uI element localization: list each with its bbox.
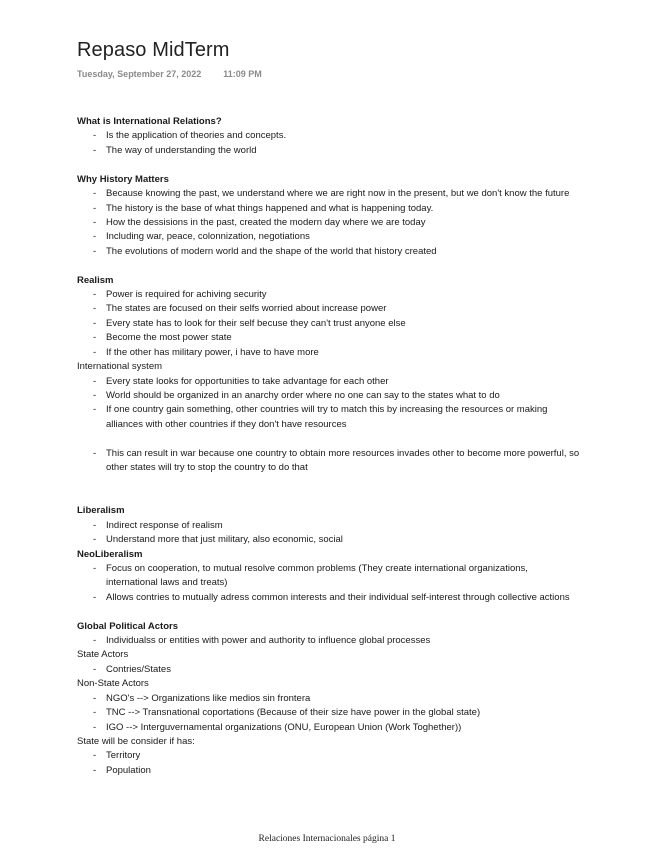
- list-item: - If one country gain something, other countries will try to match this by increasing the resources or making alliances with other countries if they don't have resources: [77, 403, 582, 432]
- section-international-relations: [77, 115, 582, 158]
- group-label: State Actors: [77, 649, 129, 661]
- section-heading: Liberalism: [77, 505, 125, 517]
- list-item: - TNC --> Transnational coportations (Because of their size have power in the global state): [77, 706, 582, 720]
- note-content: [77, 115, 582, 778]
- section-heading: What is International Relations?: [77, 116, 222, 127]
- list-item: - The evolutions of modern world and the shape of the world that history created: [77, 245, 582, 259]
- list-item: - The states are focused on their selfs worried about increase power: [77, 302, 582, 316]
- meta-time: 11:09 PM: [223, 69, 262, 79]
- list-item: - Indirect response of realism: [77, 519, 582, 533]
- list-item: - The way of understanding the world: [77, 144, 582, 158]
- bullet-list: [77, 663, 582, 677]
- bullet-list: [77, 562, 582, 605]
- list-item: - Understand more that just military, also economic, social: [77, 533, 582, 547]
- list-item: - Become the most power state: [77, 331, 582, 345]
- list-item: - Focus on cooperation, to mutual resolve common problems (They create international organizations, international laws and treats): [77, 562, 582, 591]
- list-item: - Every state looks for opportunities to take advantage for each other: [77, 375, 582, 389]
- list-item: - The history is the base of what things happened and what is happening today.: [77, 202, 582, 216]
- page-footer: Relaciones Internacionales página 1: [258, 834, 396, 844]
- meta-date: Tuesday, September 27, 2022: [77, 69, 202, 79]
- list-item: - Including war, peace, colonnization, negotiations: [77, 230, 582, 244]
- list-item: - How the dessisions in the past, created the modern day where we are today: [77, 216, 582, 230]
- list-item: - Allows contries to mutually adress common interests and their individual self-interest through collective actions: [77, 591, 582, 605]
- list-item: - Because knowing the past, we understand where we are right now in the present, but we don't know the future: [77, 187, 582, 201]
- list-item: - Every state has to look for their self becuse they can't trust anyone else: [77, 317, 582, 331]
- list-item: - Individualss or entities with power and authority to influence global processes: [77, 634, 582, 648]
- bullet-list: [77, 288, 582, 360]
- subsection-heading: NeoLiberalism: [77, 548, 143, 560]
- group-label: State will be consider if has:: [77, 735, 195, 747]
- bullet-list: [77, 375, 582, 476]
- page-title: Repaso MidTerm: [77, 39, 230, 61]
- subsection-label: International system: [77, 361, 163, 373]
- bullet-list: [77, 634, 582, 648]
- list-item: - IGO --> Interguvernamental organizations (ONU, European Union (Work Toghether)): [77, 721, 582, 735]
- section-heading: Realism: [77, 274, 114, 286]
- list-item: - Power is required for achiving security: [77, 288, 582, 302]
- list-item: - Is the application of theories and concepts.: [77, 129, 582, 143]
- section-history-matters: [77, 173, 582, 259]
- section-heading: Global Political Actors: [77, 620, 179, 632]
- bullet-list: [77, 519, 582, 548]
- list-item: - World should be organized in an anarchy order where no one can say to the states what to do: [77, 389, 582, 403]
- list-item: - If the other has military power, i have to have more: [77, 346, 582, 360]
- bullet-list: [77, 749, 582, 778]
- list-item: - This can result in war because one country to obtain more resources invades other to become more powerful, so other states will try to stop the country to do that: [77, 447, 582, 476]
- section-heading: Why History Matters: [77, 173, 169, 185]
- list-item: - Population: [77, 764, 582, 778]
- bullet-list: [77, 129, 582, 158]
- group-label: Non-State Actors: [77, 678, 149, 690]
- list-item: - Territory: [77, 749, 582, 763]
- list-item: - NGO's --> Organizations like medios sin frontera: [77, 692, 582, 706]
- section-realism: [77, 274, 582, 476]
- section-liberalism: [77, 504, 582, 605]
- section-global-political-actors: [77, 620, 582, 778]
- page-meta: [77, 69, 262, 79]
- list-item: - Contries/States: [77, 663, 582, 677]
- bullet-list: [77, 692, 582, 735]
- bullet-list: [77, 187, 582, 259]
